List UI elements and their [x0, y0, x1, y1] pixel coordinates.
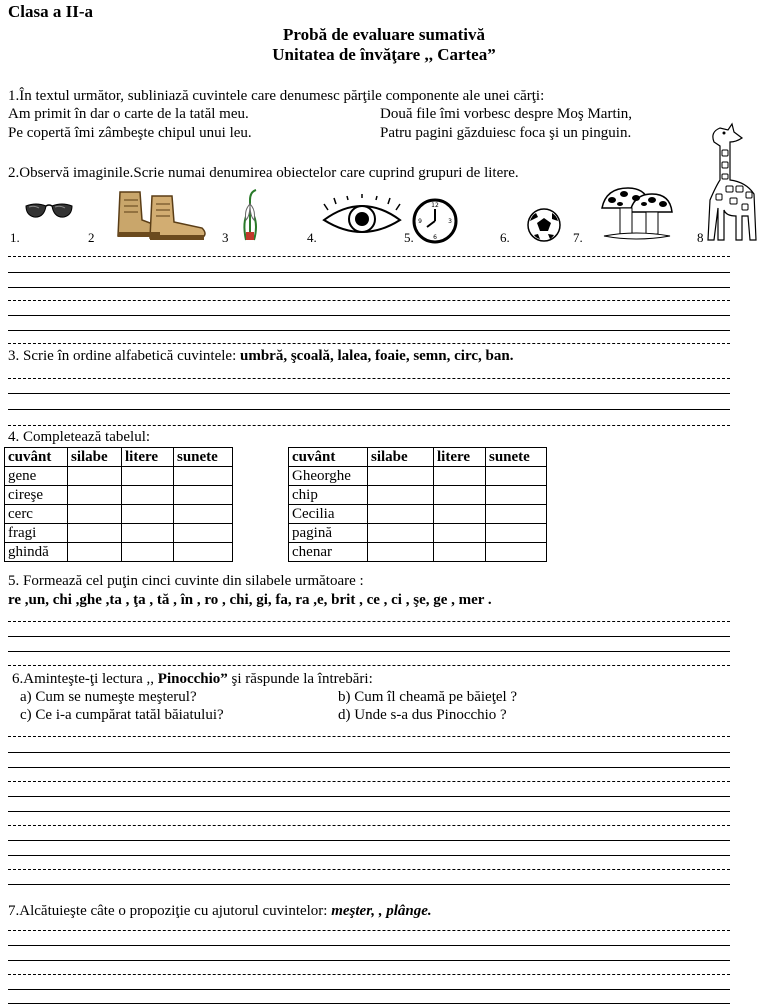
- word-cell: Gheorghe: [289, 467, 368, 486]
- answer-line[interactable]: [8, 315, 730, 316]
- input-cell[interactable]: [174, 524, 233, 543]
- ball-icon: [526, 207, 562, 243]
- ex1-line-2b: Patru pagini găzduiesc foca şi un pinguin.: [380, 125, 632, 141]
- answer-line[interactable]: [8, 256, 730, 257]
- giraffe-icon: [702, 120, 760, 244]
- input-cell[interactable]: [434, 467, 486, 486]
- word-cell: Cecilia: [289, 505, 368, 524]
- answer-line[interactable]: [8, 330, 730, 331]
- ex3-words: umbră, şcoală, lalea, foaie, semn, circ, ban.: [240, 348, 514, 364]
- input-cell[interactable]: [174, 505, 233, 524]
- ex1-prompt: 1.În textul următor, subliniază cuvintele care denumesc părţile componente ale unei cărţi:: [8, 88, 545, 104]
- ex6-prompt: [12, 671, 373, 688]
- header-cell: silabe: [68, 448, 122, 467]
- header-cell: cuvânt: [5, 448, 68, 467]
- ex3-prompt-text: 3. Scrie în ordine alfabetică cuvintele:: [8, 348, 240, 364]
- input-cell[interactable]: [174, 467, 233, 486]
- image-number-7: 7.: [573, 230, 583, 245]
- ex1-line-2a: Pe copertă îmi zâmbeşte chipul unui leu.: [8, 125, 252, 141]
- ex6-prompt-start: 6.Aminteşte-ţi lectura ,,: [12, 671, 158, 687]
- input-cell[interactable]: [68, 543, 122, 562]
- answer-line[interactable]: [8, 736, 730, 737]
- answer-line[interactable]: [8, 393, 730, 394]
- answer-line[interactable]: [8, 409, 730, 410]
- answer-line[interactable]: [8, 884, 730, 885]
- header-cell: litere: [434, 448, 486, 467]
- input-cell[interactable]: [368, 524, 434, 543]
- input-cell[interactable]: [368, 486, 434, 505]
- answer-line[interactable]: [8, 855, 730, 856]
- svg-text:9: 9: [418, 218, 422, 225]
- eye-icon: [322, 196, 402, 240]
- clock-icon: [412, 198, 458, 244]
- answer-line[interactable]: [8, 272, 730, 273]
- answer-line[interactable]: [8, 636, 730, 637]
- answer-line[interactable]: [8, 869, 730, 870]
- input-cell[interactable]: [486, 486, 547, 505]
- svg-text:12: 12: [431, 202, 439, 209]
- answer-line[interactable]: [8, 1003, 730, 1004]
- answer-line[interactable]: [8, 989, 730, 990]
- input-cell[interactable]: [122, 486, 174, 505]
- ex6-question-d: d) Unde s-a dus Pinocchio ?: [338, 707, 507, 723]
- ex6-question-c: c) Ce i-a cumpărat tatăl băiatului?: [20, 707, 224, 723]
- boots-icon: [112, 190, 210, 242]
- input-cell[interactable]: [368, 505, 434, 524]
- answer-line[interactable]: [8, 621, 730, 622]
- answer-line[interactable]: [8, 960, 730, 961]
- ex5-prompt: 5. Formează cel puţin cinci cuvinte din silabele următoare :: [8, 573, 364, 589]
- word-cell: pagină: [289, 524, 368, 543]
- ex6-question-b: b) Cum îl cheamă pe băieţel ?: [338, 689, 518, 705]
- header-cell: cuvânt: [289, 448, 368, 467]
- ex7-prompt: [8, 903, 432, 920]
- input-cell[interactable]: [486, 505, 547, 524]
- input-cell[interactable]: [368, 543, 434, 562]
- answer-line[interactable]: [8, 945, 730, 946]
- ex3-prompt: [8, 348, 513, 365]
- input-cell[interactable]: [122, 467, 174, 486]
- image-number-2: 2: [88, 230, 95, 245]
- input-cell[interactable]: [122, 505, 174, 524]
- input-cell[interactable]: [368, 467, 434, 486]
- svg-text:6: 6: [433, 234, 437, 241]
- answer-line[interactable]: [8, 767, 730, 768]
- answer-line[interactable]: [8, 825, 730, 826]
- header-cell: litere: [122, 448, 174, 467]
- word-cell: gene: [5, 467, 68, 486]
- answer-line[interactable]: [8, 930, 730, 931]
- word-cell: fragi: [5, 524, 68, 543]
- input-cell[interactable]: [122, 524, 174, 543]
- ex5-syllables: re ,un, chi ,ghe ,ta , ţa , tă , în , ro , chi, gi, fa, ra ,e, brit , ce , ci , şe, ge , mer .: [8, 592, 492, 608]
- answer-line[interactable]: [8, 378, 730, 379]
- mushrooms-icon: [600, 186, 674, 242]
- sunglasses-icon: [24, 200, 74, 222]
- class-label: Clasa a II-a: [8, 2, 94, 21]
- input-cell[interactable]: [68, 467, 122, 486]
- ex6-question-a: a) Cum se numeşte meşterul?: [20, 689, 197, 705]
- ex2-prompt: 2.Observă imaginile.Scrie numai denumirea obiectelor care cuprind grupuri de litere.: [8, 165, 519, 181]
- snowdrop-icon: [236, 186, 264, 242]
- input-cell[interactable]: [434, 543, 486, 562]
- input-cell[interactable]: [122, 543, 174, 562]
- input-cell[interactable]: [68, 524, 122, 543]
- input-cell[interactable]: [486, 543, 547, 562]
- header-cell: sunete: [174, 448, 233, 467]
- image-number-4: 4.: [307, 230, 317, 245]
- word-cell: ghindă: [5, 543, 68, 562]
- word-cell: chip: [289, 486, 368, 505]
- answer-line[interactable]: [8, 651, 730, 652]
- unit-title: Unitatea de învăţare ,, Cartea”: [272, 45, 496, 64]
- input-cell[interactable]: [174, 486, 233, 505]
- input-cell[interactable]: [486, 524, 547, 543]
- ex7-words: meşter, , plânge.: [331, 903, 432, 919]
- answer-line[interactable]: [8, 665, 730, 666]
- image-number-3: 3: [222, 230, 229, 245]
- input-cell[interactable]: [68, 505, 122, 524]
- input-cell[interactable]: [434, 505, 486, 524]
- answer-line[interactable]: [8, 425, 730, 426]
- word-cell: cerc: [5, 505, 68, 524]
- header-cell: silabe: [368, 448, 434, 467]
- word-cell: chenar: [289, 543, 368, 562]
- answer-line[interactable]: [8, 781, 730, 782]
- answer-line[interactable]: [8, 811, 730, 812]
- image-number-8: 8: [697, 230, 704, 245]
- image-number-1: 1.: [10, 230, 20, 245]
- input-cell[interactable]: [434, 524, 486, 543]
- answer-line[interactable]: [8, 796, 730, 797]
- table-left: [4, 447, 233, 562]
- svg-text:3: 3: [448, 218, 452, 225]
- answer-line[interactable]: [8, 343, 730, 344]
- input-cell[interactable]: [434, 486, 486, 505]
- answer-line[interactable]: [8, 840, 730, 841]
- input-cell[interactable]: [486, 467, 547, 486]
- image-number-5: 5.: [404, 230, 414, 245]
- test-title: Probă de evaluare sumativă: [283, 25, 485, 44]
- answer-line[interactable]: [8, 974, 730, 975]
- table-right: [288, 447, 547, 562]
- ex7-prompt-text: 7.Alcătuieşte câte o propoziţie cu ajutorul cuvintelor:: [8, 903, 332, 919]
- ex1-line-1b: Două file îmi vorbesc despre Moş Martin,: [380, 106, 633, 122]
- answer-line[interactable]: [8, 752, 730, 753]
- ex4-prompt: 4. Completează tabelul:: [8, 429, 151, 445]
- image-number-6: 6.: [500, 230, 510, 245]
- input-cell[interactable]: [174, 543, 233, 562]
- ex6-prompt-end: şi răspunde la întrebări:: [227, 671, 373, 687]
- word-cell: cireşe: [5, 486, 68, 505]
- header-cell: sunete: [486, 448, 547, 467]
- answer-line[interactable]: [8, 287, 730, 288]
- ex6-story-title: Pinocchio”: [157, 671, 228, 687]
- answer-line[interactable]: [8, 300, 730, 301]
- input-cell[interactable]: [68, 486, 122, 505]
- ex1-line-1a: Am primit în dar o carte de la tatăl meu.: [8, 106, 249, 122]
